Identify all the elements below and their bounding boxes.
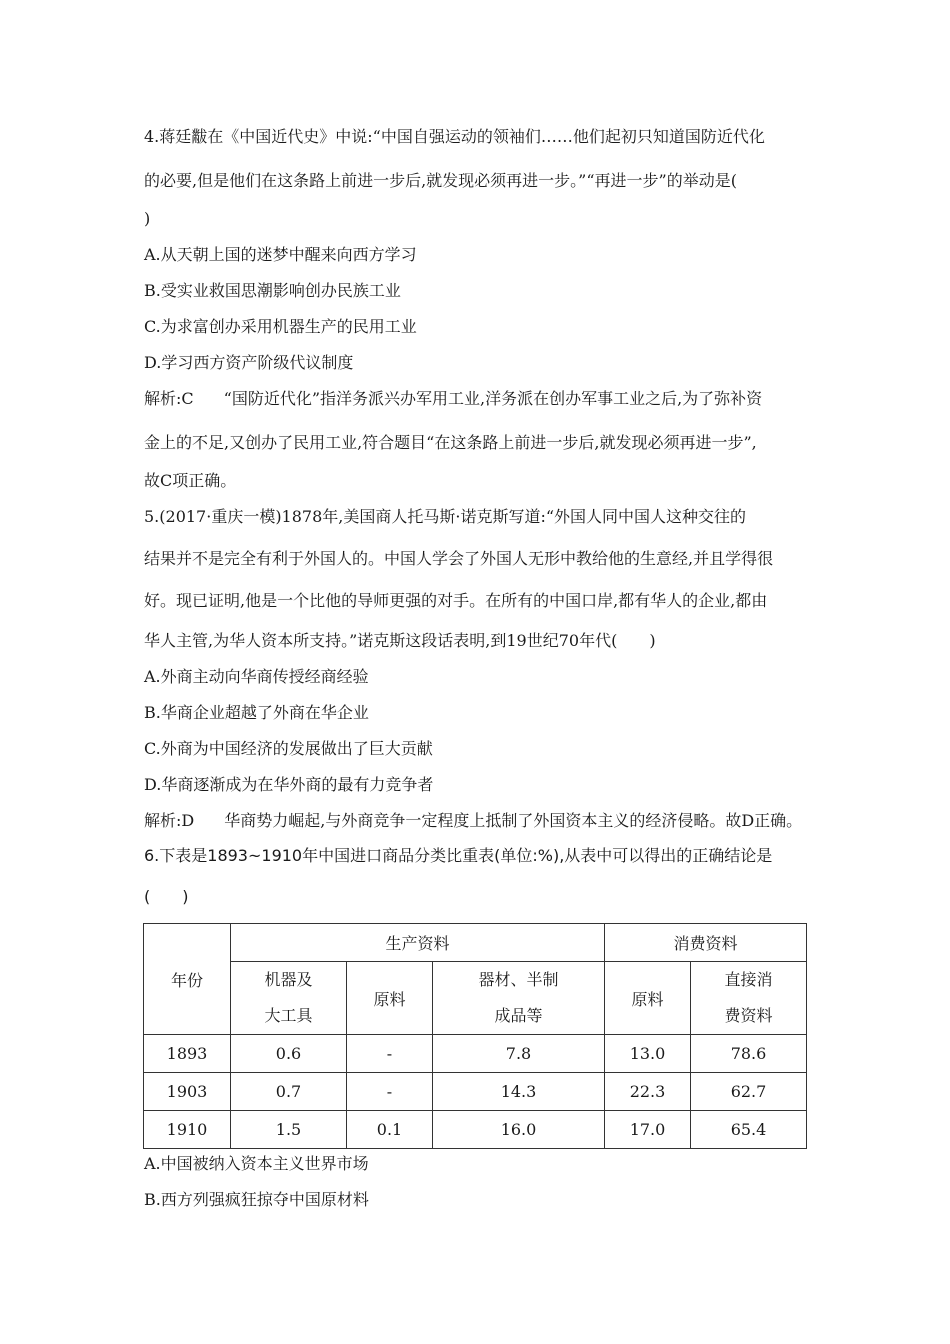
cell-raw-production: - [347,1073,433,1111]
q4-option-c: C.为求富创办采用机器生产的民用工业 [144,317,417,336]
q4-analysis-line-1 [144,389,762,409]
cell-raw-consumer: 17.0 [605,1111,691,1149]
table-row [144,1035,807,1073]
cell-raw-consumer: 22.3 [605,1073,691,1111]
cell-raw-consumer: 13.0 [605,1035,691,1073]
q5-analysis-text-1: 华商势力崛起,与外商竞争一定程度上抵制了外国资本主义的经济侵略。故D正确。 [224,811,803,830]
q6-stem-line-2: ( ) [144,887,189,906]
header-consumer-materials: 消费资料 [605,924,807,962]
header-direct-consumer-line-1: 直接消 [724,970,773,989]
header-semi-finished-line-1: 器材、半制 [478,970,559,989]
q6-option-a: A.中国被纳入资本主义世界市场 [144,1154,369,1173]
header-semi-finished [433,962,605,1035]
q4-analysis-text-1: “国防近代化”指洋务派兴办军用工业,洋务派在创办军事工业之后,为了弥补资 [223,389,763,408]
cell-machinery: 1.5 [231,1111,347,1149]
q4-stem-line-1: 4.蒋廷黻在《中国近代史》中说:“中国自强运动的领袖们……他们起初只知道国防近代化 [144,127,765,146]
q4-option-b: B.受实业救国思潮影响创办民族工业 [144,281,401,300]
q4-analysis-line-3: 故C项正确。 [144,471,237,490]
q5-option-b: B.华商企业超越了外商在华企业 [144,703,369,722]
table-header-row-2 [144,962,807,1035]
cell-direct-consumer: 65.4 [691,1111,807,1149]
q6-stem-line-1: 6.下表是1893~1910年中国进口商品分类比重表(单位:%),从表中可以得出的正确结论是 [144,846,773,865]
cell-direct-consumer: 62.7 [691,1073,807,1111]
cell-year: 1903 [144,1073,231,1111]
q4-analysis-line-2: 金上的不足,又创办了民用工业,符合题目“在这条路上前进一步后,就发现必须再进一步”, [144,433,757,452]
header-production-materials: 生产资料 [231,924,605,962]
cell-semi-finished: 14.3 [433,1073,605,1111]
header-machinery [231,962,347,1035]
cell-semi-finished: 7.8 [433,1035,605,1073]
header-direct-consumer-line-2: 费资料 [724,1006,773,1025]
cell-raw-production: - [347,1035,433,1073]
q5-analysis-label: 解析:D [144,811,195,830]
q5-stem-line-4: 华人主管,为华人资本所支持。”诺克斯这段话表明,到19世纪70年代( ) [144,631,656,650]
header-machinery-line-2: 大工具 [264,1006,313,1025]
cell-direct-consumer: 78.6 [691,1035,807,1073]
q5-stem-line-3: 好。现已证明,他是一个比他的导师更强的对手。在所有的中国口岸,都有华人的企业,都由 [144,591,768,610]
header-raw-materials-production: 原料 [347,962,433,1035]
q4-analysis-label: 解析:C [144,389,194,408]
import-ratio-table [143,923,807,1149]
cell-year: 1893 [144,1035,231,1073]
header-semi-finished-line-2: 成品等 [494,1006,543,1025]
table-row [144,1111,807,1149]
cell-year: 1910 [144,1111,231,1149]
q5-option-d: D.华商逐渐成为在华外商的最有力竞争者 [144,775,434,794]
table-row [144,1073,807,1111]
q5-option-c: C.外商为中国经济的发展做出了巨大贡献 [144,739,433,758]
q5-option-a: A.外商主动向华商传授经商经验 [144,667,369,686]
q4-option-a: A.从天朝上国的迷梦中醒来向西方学习 [144,245,417,264]
q4-option-d: D.学习西方资产阶级代议制度 [144,353,354,372]
header-raw-materials-consumer: 原料 [605,962,691,1035]
q5-analysis-line-1 [144,811,802,831]
table-header-row-1 [144,924,807,962]
q5-stem-line-2: 结果并不是完全有利于外国人的。中国人学会了外国人无形中教给他的生意经,并且学得很 [144,549,774,568]
q4-stem-line-2: 的必要,但是他们在这条路上前进一步后,就发现必须再进一步。”“再进一步”的举动是( [144,171,737,190]
cell-raw-production: 0.1 [347,1111,433,1149]
q4-stem-line-3: ) [144,209,151,228]
header-direct-consumer [691,962,807,1035]
cell-semi-finished: 16.0 [433,1111,605,1149]
cell-machinery: 0.6 [231,1035,347,1073]
header-year: 年份 [144,924,231,1035]
q5-stem-line-1: 5.(2017·重庆一模)1878年,美国商人托马斯·诺克斯写道:“外国人同中国人这种交往的 [144,507,747,526]
q6-option-b: B.西方列强疯狂掠夺中国原材料 [144,1190,369,1209]
cell-machinery: 0.7 [231,1073,347,1111]
header-machinery-line-1: 机器及 [264,970,313,989]
